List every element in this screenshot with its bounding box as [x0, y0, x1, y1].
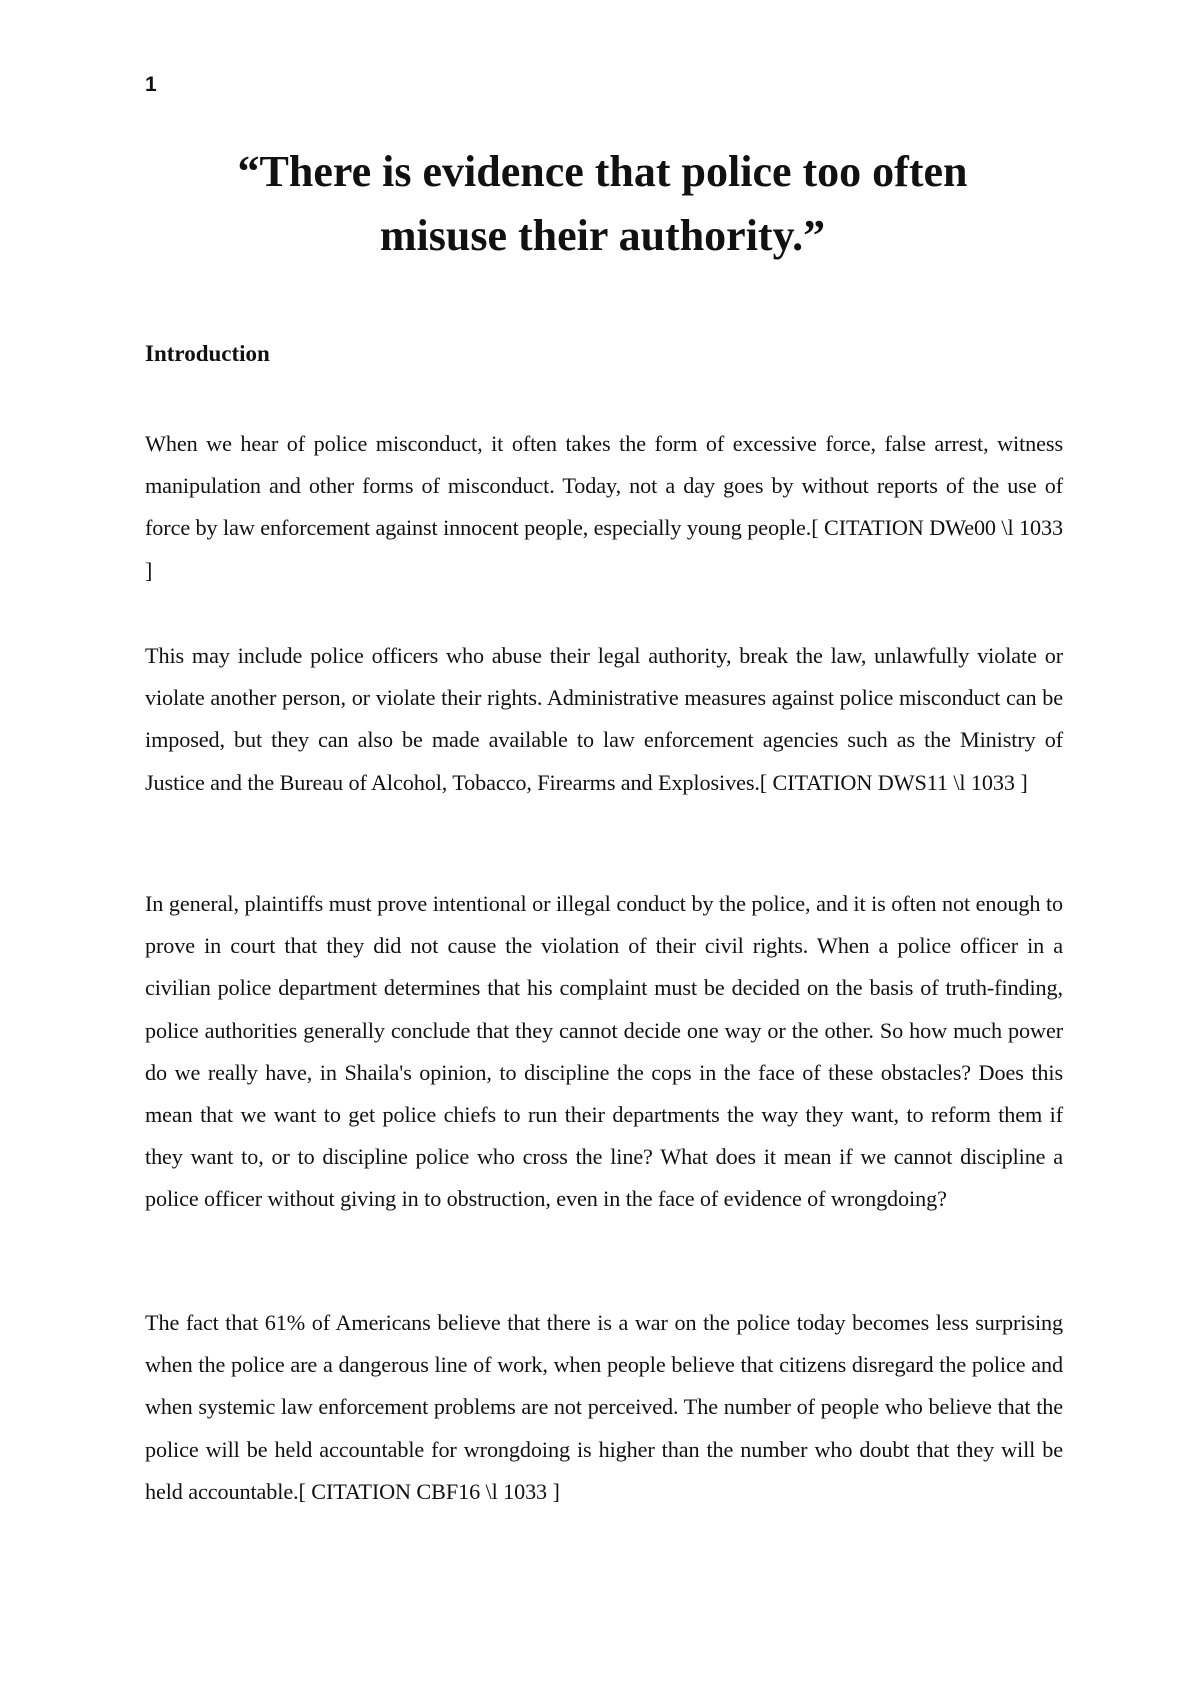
paragraph-4: The fact that 61% of Americans believe that there is a war on the police today becomes less surprising when the police are a dangerous line of work, when people believe that citizens disregard the police and when systemic law enforcement problems are not perceived. The number of people who believe that the police will be held accountable for wrongdoing is higher than the number who doubt that they will be held accountable.[ CITATION CBF16 \l 1033 ]: [145, 1310, 1063, 1504]
paragraph-1: When we hear of police misconduct, it often takes the form of excessive force, false arrest, witness manipulation and other forms of misconduct. Today, not a day goes by without reports of the use of force by law enforcement against innocent people, especially young people.[ CITATION DWe00 \l 1033 ]: [145, 431, 1063, 583]
title-line-2: misuse their authority.”: [379, 211, 826, 260]
document-title: [145, 140, 1060, 268]
paragraph-3: In general, plaintiffs must prove intentional or illegal conduct by the police, and it is often not enough to prove in court that they did not cause the violation of their civil rights. When a police officer in a civilian police department determines that his complaint must be decided on the basis of truth-finding, police authorities generally conclude that they cannot decide one way or the other. So how much power do we really have, in Shaila's opinion, to discipline the cops in the face of these obstacles? Does this mean that we want to get police chiefs to run their departments the way they want, to reform them if they want to, or to discipline police who cross the line? What does it mean if we cannot discipline a police officer without giving in to obstruction, even in the face of evidence of wrongdoing?: [145, 891, 1063, 1212]
paragraph-2: This may include police officers who abuse their legal authority, break the law, unlawfully violate or violate another person, or violate their rights. Administrative measures against police misconduct can be imposed, but they can also be made available to law enforcement agencies such as the Ministry of Justice and the Bureau of Alcohol, Tobacco, Firearms and Explosives.[ CITATION DWS11 \l 1033 ]: [145, 643, 1063, 795]
title-line-1: “There is evidence that police too often: [237, 147, 968, 196]
section-heading: Introduction: [145, 341, 270, 366]
page-number: 1: [145, 73, 157, 96]
